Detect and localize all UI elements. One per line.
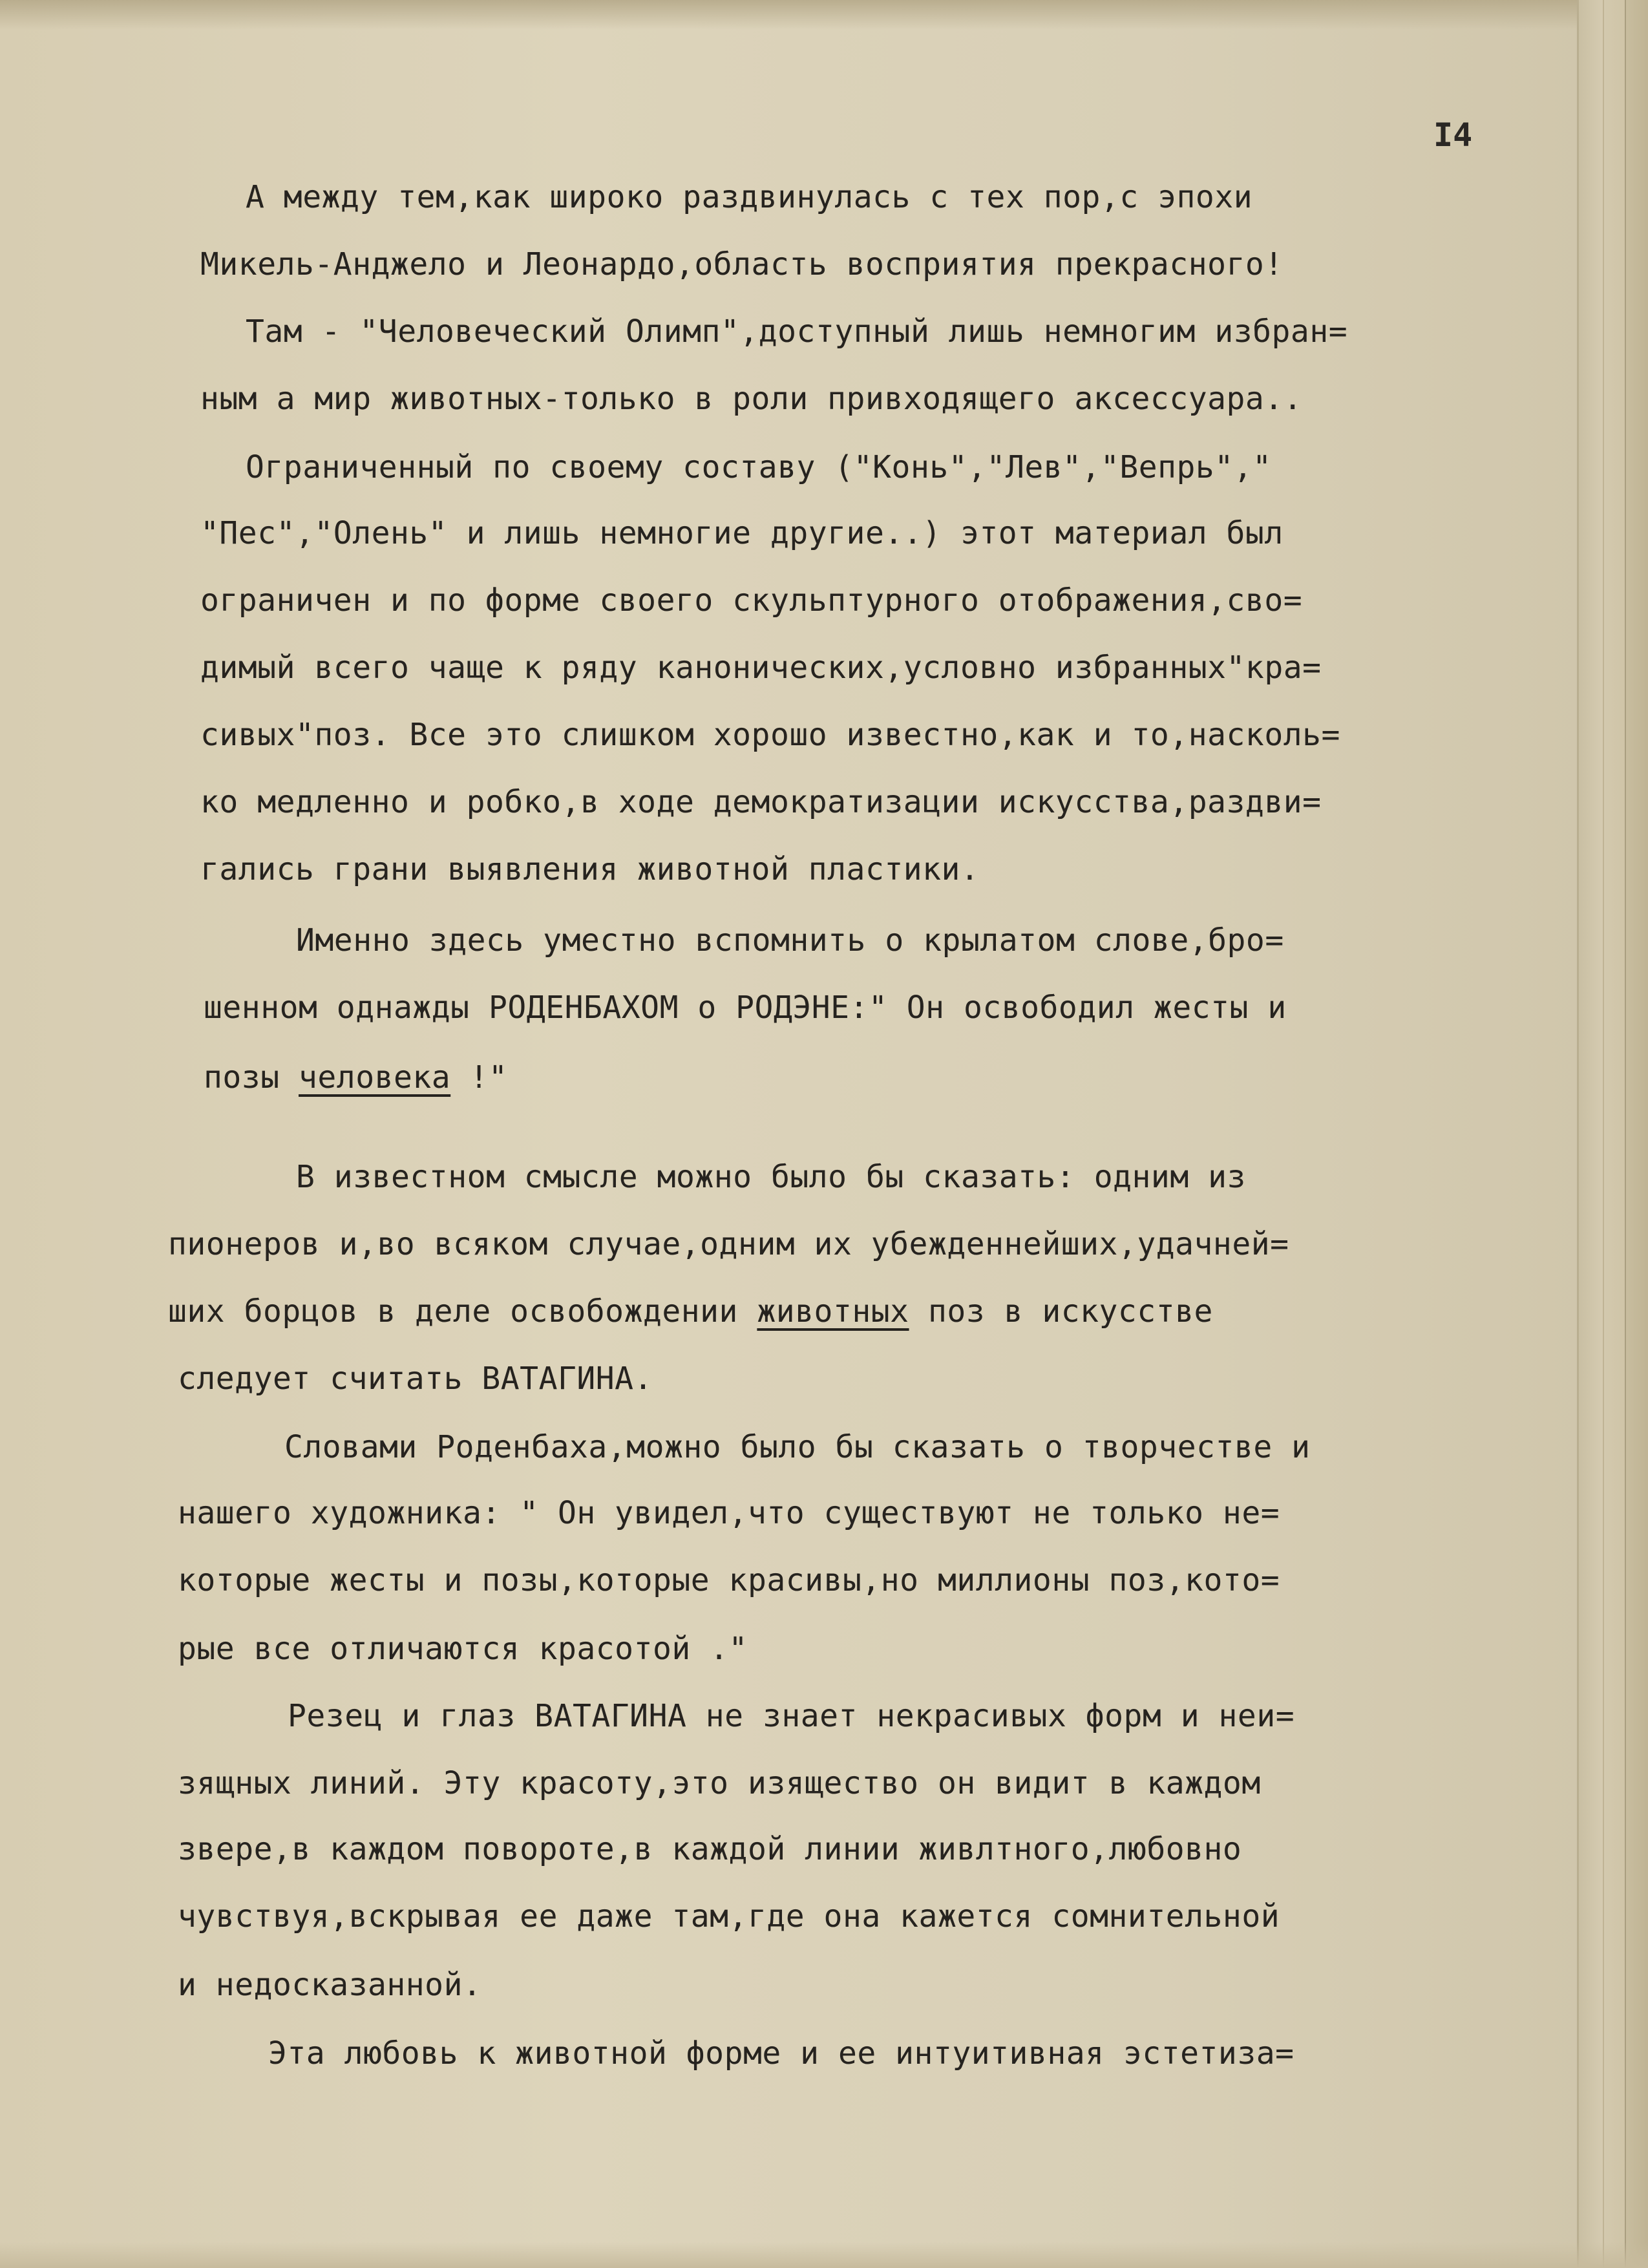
text-line: [204, 1055, 507, 1100]
sheet-edge: [1625, 0, 1648, 2268]
underlined-word: человека: [299, 1059, 451, 1096]
text-line: ко медленно и робко,в ходе демократизации искусства,раздви=: [200, 784, 1322, 820]
text-line: шенном однажды РОДЕНБАХОМ о РОДЭНЕ:" Он освободил жесты и: [204, 990, 1287, 1026]
text-line: Ограниченный по своему составу ("Конь","Лев","Вепрь",": [246, 449, 1272, 485]
text-line: В известном смысле можно было бы сказать: одним из: [296, 1159, 1246, 1195]
text-line: и недосказанной.: [178, 1967, 482, 2003]
text-line: Там - "Человеческий Олимп",доступный лишь немногим избран=: [246, 313, 1348, 350]
text-line: Словами Роденбаха,можно было бы сказать о творчестве и: [284, 1429, 1311, 1465]
text-line: звере,в каждом повороте,в каждой линии живлтного,любовно: [178, 1831, 1242, 1867]
text-segment: !": [450, 1059, 508, 1096]
text-segment: позы: [204, 1059, 299, 1096]
text-line: рые все отличаются красотой .": [178, 1631, 748, 1667]
text-line: пионеров и,во всяком случае,одним их убежденнейших,удачней=: [168, 1226, 1289, 1262]
sheet-edge: [1603, 0, 1626, 2268]
text-segment: поз в искусстве: [909, 1293, 1213, 1330]
text-line: Именно здесь уместно вспомнить о крылатом слове,бро=: [296, 922, 1284, 959]
text-line: которые жесты и позы,которые красивы,но миллионы поз,кото=: [178, 1562, 1280, 1598]
text-line: нашего художника: " Он увидел,что существуют не только не=: [178, 1495, 1280, 1531]
page-top-shadow: [0, 0, 1648, 30]
text-line: следует считать ВАТАГИНА.: [178, 1361, 653, 1397]
text-line: Микель-Анджело и Леонардо,область восприятия прекрасного!: [200, 246, 1284, 282]
text-line: чувствуя,вскрывая ее даже там,где она кажется сомнительной: [178, 1898, 1280, 1934]
text-line: ным а мир животных-только в роли привходящего аксессуара..: [200, 381, 1303, 417]
text-line: сивых"поз. Все это слишком хорошо известно,как и то,насколь=: [200, 717, 1340, 753]
page-number: I4: [1433, 116, 1473, 154]
text-line: ограничен и по форме своего скульптурного отображения,сво=: [200, 582, 1303, 619]
underlined-word: животных: [757, 1293, 909, 1330]
text-segment: ших борцов в деле освобождении: [168, 1293, 757, 1330]
text-line: Резец и глаз ВАТАГИНА не знает некрасивых форм и неи=: [288, 1698, 1295, 1734]
text-line: Эта любовь к животной форме и ее интуитивная эстетиза=: [268, 2035, 1294, 2072]
text-line: димый всего чаще к ряду канонических,условно избранных"кра=: [200, 650, 1322, 686]
text-line: [168, 1289, 1213, 1334]
text-line: зящных линий. Эту красоту,это изящество он видит в каждом: [178, 1765, 1261, 1801]
text-line: "Пес","Олень" и лишь немногие другие..) этот материал был: [200, 515, 1284, 551]
page-bottom-shadow: [0, 2242, 1648, 2268]
text-line: гались грани выявления животной пластики.: [200, 851, 980, 887]
sheet-edge: [1577, 0, 1605, 2268]
text-line: А между тем,как широко раздвинулась с тех пор,с эпохи: [246, 179, 1253, 215]
